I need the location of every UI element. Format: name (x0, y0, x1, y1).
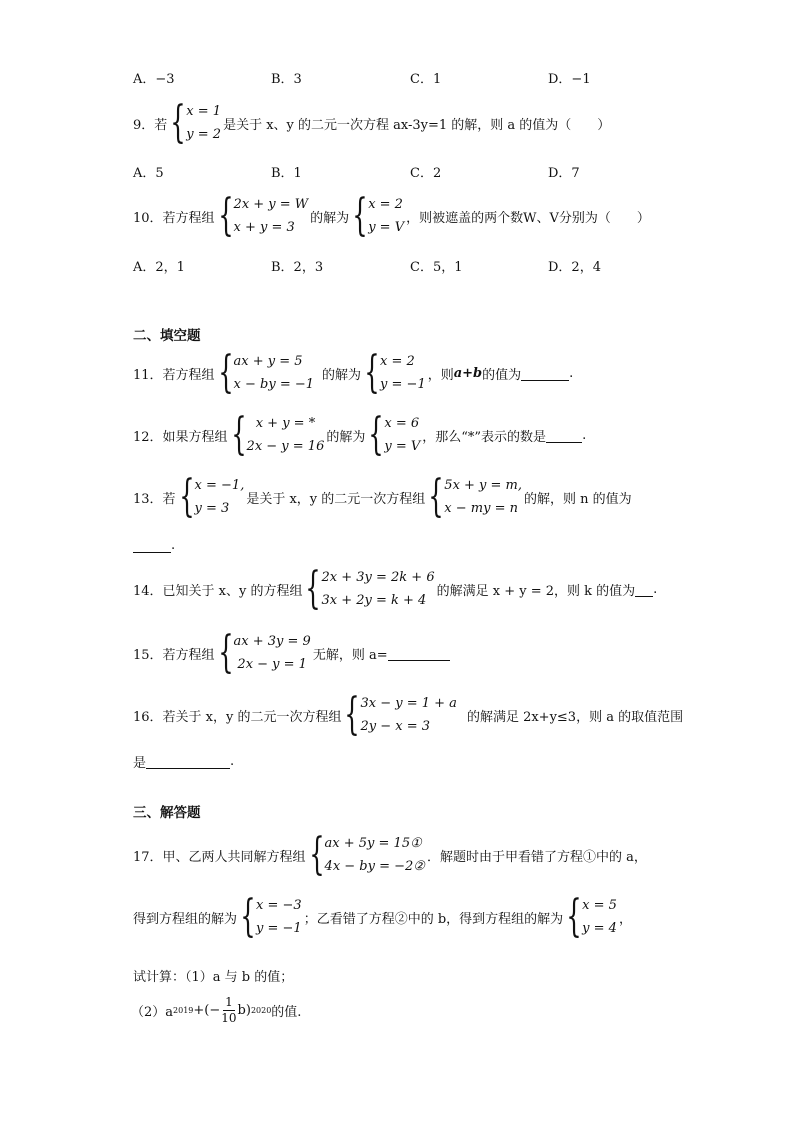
q13-answer-line (133, 538, 175, 553)
q9-text: 是关于 x、y 的二元一次方程 ax-3y=1 的解，则 a 的值为（ ） (223, 117, 611, 133)
answer-blank (146, 754, 230, 769)
q14-text: 的解满足 x + y = 2，则 k 的值为 (436, 583, 636, 599)
q16-answer-line (133, 752, 234, 771)
question-13 (133, 471, 632, 522)
q15-system: { ax + 3y = 9 2x − y = 1 (217, 627, 311, 678)
brace-icon: { (305, 563, 322, 614)
brace-icon: { (428, 471, 444, 522)
q10-option-a: A．2，1 (133, 260, 185, 275)
exponent: 2019 (173, 1006, 194, 1015)
q13-text1: 是关于 x，y 的二元一次方程组 (246, 491, 426, 507)
answer-blank (546, 428, 582, 443)
q8-option-c: C．1 (410, 72, 442, 87)
q15-number: 15．若方程组 (133, 647, 215, 663)
q10-option-d: D．2，4 (548, 260, 601, 275)
section-solve-heading: 三、解答题 (133, 805, 201, 821)
q11-solution: { x = 2 y = −1 (364, 347, 426, 398)
question-16 (133, 689, 684, 740)
brace-icon: { (368, 409, 385, 460)
q9-option-a: A．5 (133, 166, 164, 181)
q17-system: { ax + 5y = 15① 4x − by = −2② (308, 829, 425, 880)
brace-icon: { (308, 829, 325, 880)
q10-mid: 的解为 (310, 210, 350, 226)
q16-text: 的解满足 2x+y≤3，则 a 的取值范围 (466, 709, 684, 725)
exponent: 2020 (250, 1006, 272, 1015)
q10-solution: { x = 2 y = V (352, 190, 405, 241)
q11-mid: 的解为 (322, 367, 362, 383)
q17-line2b: ；乙看错了方程②中的 b，得到方程组的解为 (303, 911, 564, 927)
question-11 (133, 347, 574, 398)
answer-blank (133, 538, 171, 553)
answer-blank (388, 646, 450, 661)
q13-system: { 5x + y = m, x − my = n (428, 471, 523, 522)
q17-solution-jia: { x = −3 y = −1 (240, 891, 302, 942)
q12-mid: 的解为 (326, 429, 366, 445)
q11-end: . (569, 365, 574, 381)
q14-number: 14．已知关于 x、y 的方程组 (133, 583, 303, 599)
q11-post: 的值为 (482, 367, 522, 383)
q13-number: 13．若 (133, 491, 176, 507)
question-12 (133, 409, 587, 460)
section-fill-in-heading: 二、填空题 (133, 328, 201, 344)
q9-option-d: D．7 (548, 166, 580, 181)
q14-system: { 2x + 3y = 2k + 6 3x + 2y = k + 4 (305, 563, 435, 614)
q10-system: { 2x + y = W x + y = 3 (217, 190, 309, 241)
q17-line2c: ， (618, 911, 632, 927)
answer-blank (521, 366, 569, 381)
fraction-numerator: 1 (225, 995, 233, 1009)
q17-number: 17．甲、乙两人共同解方程组 (133, 849, 306, 865)
q15-text: 无解，则 a= (312, 647, 388, 663)
q17-part2-end: 的值. (271, 1005, 302, 1020)
q8-option-b: B．3 (271, 72, 302, 87)
q17-line2a: 得到方程组的解为 (133, 911, 238, 927)
q9-option-b: B．1 (271, 166, 302, 181)
question-15 (133, 627, 450, 678)
answer-blank (635, 582, 653, 597)
q8-option-a: A．−3 (133, 72, 175, 87)
brace-icon: { (178, 471, 195, 522)
q14-end: . (653, 581, 658, 597)
brace-icon: { (566, 891, 582, 942)
q17-text1: ．解题时由于甲看错了方程①中的 a， (426, 849, 647, 865)
q17-part2 (131, 995, 301, 1026)
q17-calc: 试计算：（1）a 与 b 的值； (133, 970, 294, 985)
q8-option-d: D．−1 (548, 72, 591, 87)
q13-solution: { x = −1, y = 3 (178, 471, 245, 522)
brace-icon: { (217, 347, 234, 398)
q16-end: . (230, 754, 235, 769)
q9-option-c: C．2 (410, 166, 442, 181)
question-9 (133, 97, 611, 148)
q9-number: 9．若 (133, 117, 168, 133)
fraction-denominator: 10 (221, 1011, 237, 1025)
q12-number: 12．如果方程组 (133, 429, 228, 445)
question-14 (133, 563, 658, 614)
brace-icon: { (352, 190, 368, 241)
q13-end: . (171, 538, 176, 553)
brace-icon: { (217, 627, 234, 678)
brace-icon: { (240, 891, 256, 942)
brace-icon: { (344, 689, 361, 740)
q11-system: { ax + y = 5 x − by = −1 (217, 347, 315, 398)
q17-part2-b: b) (237, 1003, 251, 1018)
q11-number: 11．若方程组 (133, 367, 215, 383)
q17-part2-pre: （2）a (131, 1005, 174, 1020)
q17-solution-yi: { x = 5 y = 4 (566, 891, 617, 942)
q12-solution: { x = 6 y = V (368, 409, 421, 460)
q16-system: { 3x − y = 1 + a 2y − x = 3 (344, 689, 457, 740)
q9-solution: { x = 1 y = 2 (170, 97, 222, 148)
question-17 (133, 829, 647, 880)
q11-expression: a+b (453, 365, 483, 381)
brace-icon: { (364, 347, 380, 398)
q16-number: 16．若关于 x，y 的二元一次方程组 (133, 709, 342, 725)
q11-pre: ，则 (427, 367, 454, 383)
q10-option-c: C．5，1 (410, 260, 463, 275)
brace-icon: { (230, 409, 247, 460)
q12-end: . (582, 427, 587, 443)
fraction (221, 995, 236, 1026)
q17-line2 (133, 891, 632, 942)
q17-part2-mid: +(− (193, 1003, 221, 1018)
q12-text: ，那么“*”表示的数是 (422, 429, 547, 445)
q10-text: ，则被遮盖的两个数W、V分别为（ ） (406, 210, 650, 226)
question-10 (133, 190, 650, 241)
brace-icon: { (217, 190, 234, 241)
q12-system: { x + y = * 2x − y = 16 (230, 409, 325, 460)
q13-text2: 的解，则 n 的值为 (524, 491, 632, 507)
brace-icon: { (170, 97, 186, 148)
q16-line2: 是 (133, 756, 147, 771)
q10-option-b: B．2，3 (271, 260, 324, 275)
q10-number: 10．若方程组 (133, 210, 215, 226)
